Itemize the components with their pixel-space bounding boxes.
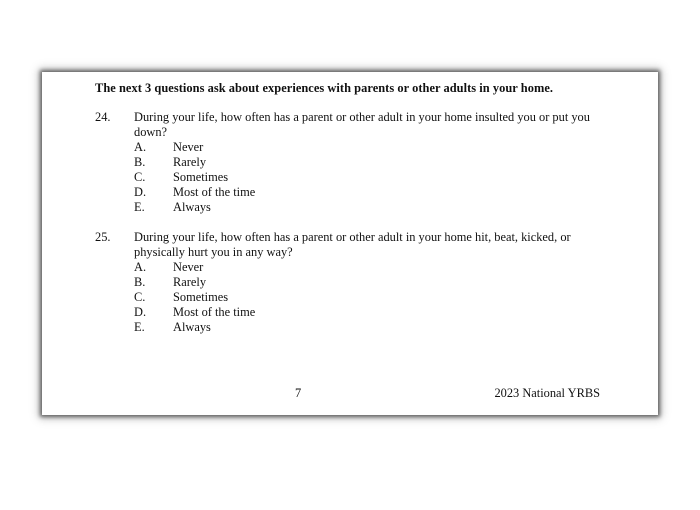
option-letter: D. xyxy=(134,305,147,319)
answer-option[interactable] xyxy=(134,275,434,290)
option-letter: C. xyxy=(134,170,146,184)
question-text: During your life, how often has a parent or other adult in your home hit, beat, kicked, or physically hurt you in any way? xyxy=(134,230,571,259)
answer-option[interactable] xyxy=(134,305,434,320)
option-letter: E. xyxy=(134,200,145,214)
answer-option[interactable] xyxy=(134,290,434,305)
option-label: Rarely xyxy=(173,155,207,169)
option-label: Sometimes xyxy=(173,170,229,184)
option-label: Sometimes xyxy=(173,290,229,304)
question-number: 24. xyxy=(95,110,111,124)
answer-option[interactable] xyxy=(134,140,434,155)
option-label: Rarely xyxy=(173,275,207,289)
option-label: Always xyxy=(173,200,211,214)
answer-option[interactable] xyxy=(134,320,434,335)
question-text: During your life, how often has a parent or other adult in your home insulted you or put you down? xyxy=(134,110,590,139)
answer-options xyxy=(134,140,434,215)
option-letter: B. xyxy=(134,275,146,289)
answer-options xyxy=(134,260,434,335)
answer-option[interactable] xyxy=(134,260,434,275)
question-number: 25. xyxy=(95,230,111,244)
section-intro: The next 3 questions ask about experiences with parents or other adults in your home. xyxy=(95,81,554,95)
option-letter: E. xyxy=(134,320,145,334)
option-letter: B. xyxy=(134,155,146,169)
answer-option[interactable] xyxy=(134,200,434,215)
option-label: Most of the time xyxy=(173,185,256,199)
option-label: Never xyxy=(173,260,204,274)
page-number: 7 xyxy=(295,386,302,400)
footer-title: 2023 National YRBS xyxy=(494,386,600,400)
answer-option[interactable] xyxy=(134,185,434,200)
answer-option[interactable] xyxy=(134,155,434,170)
option-label: Never xyxy=(173,140,204,154)
option-letter: A. xyxy=(134,260,147,274)
answer-option[interactable] xyxy=(134,170,434,185)
document-page xyxy=(42,72,658,415)
option-letter: D. xyxy=(134,185,147,199)
option-letter: C. xyxy=(134,290,146,304)
option-letter: A. xyxy=(134,140,147,154)
option-label: Most of the time xyxy=(173,305,256,319)
option-label: Always xyxy=(173,320,211,334)
